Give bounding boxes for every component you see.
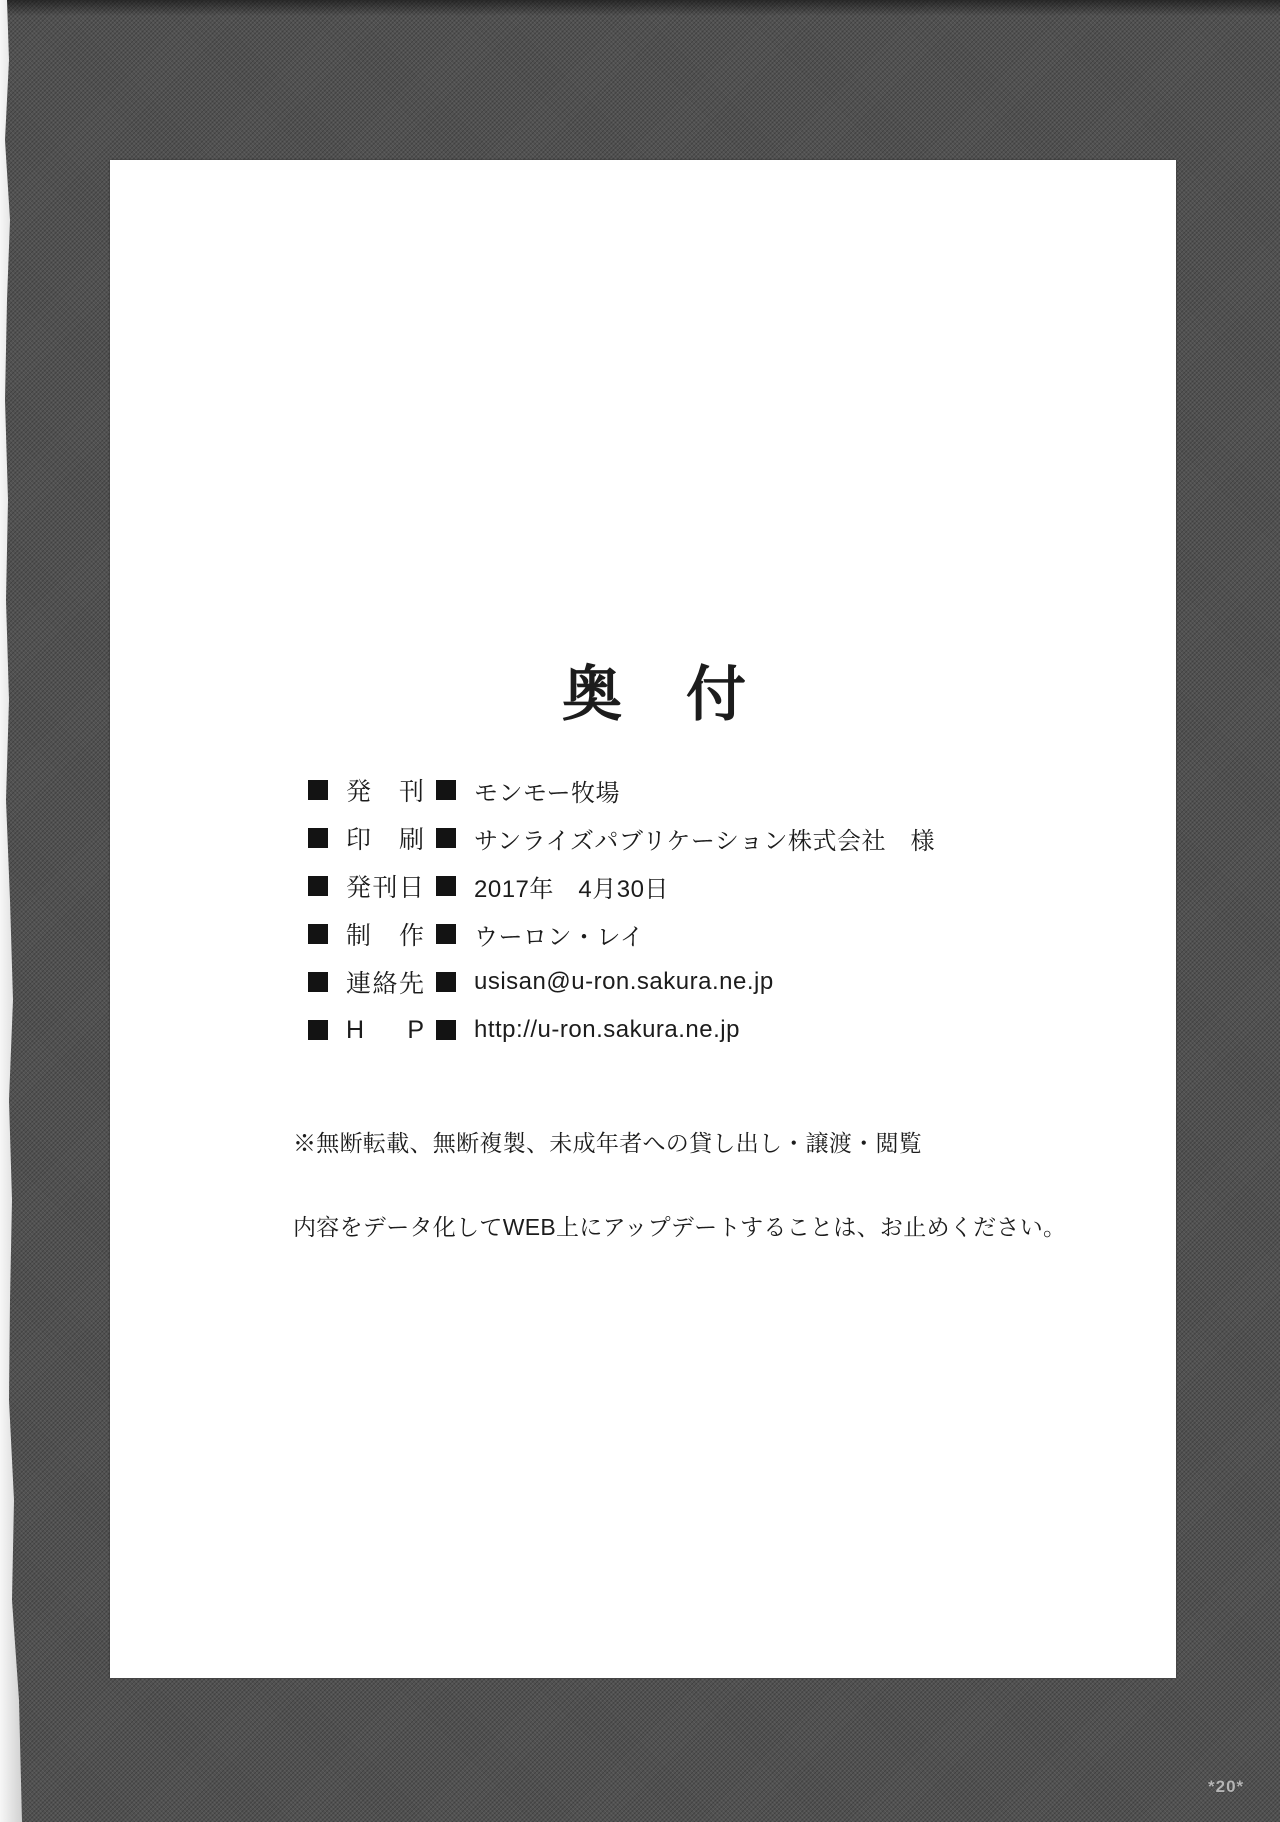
bullet-square-icon (308, 972, 328, 992)
row-label: 発 刊 (346, 778, 424, 806)
row-label: 印 刷 (346, 826, 424, 854)
bullet-square-icon (436, 972, 456, 992)
row-label: 制 作 (346, 922, 424, 950)
row-value: ウーロン・レイ (474, 923, 645, 951)
torn-paper-edge (0, 0, 26, 1822)
colophon-row-homepage (308, 1016, 740, 1044)
bullet-square-icon (436, 780, 456, 800)
bullet-square-icon (308, 876, 328, 896)
colophon-page (110, 160, 1176, 1678)
bullet-square-icon (308, 780, 328, 800)
bullet-square-icon (436, 876, 456, 896)
bullet-square-icon (308, 924, 328, 944)
copyright-notice-line1: ※無断転載、無断複製、未成年者への貸し出し・譲渡・閲覧 (293, 1130, 923, 1156)
bullet-square-icon (436, 1020, 456, 1040)
page-title: 奥 付 (562, 661, 748, 728)
colophon-row-author (308, 920, 645, 951)
bullet-square-icon (436, 828, 456, 848)
bullet-square-icon (436, 924, 456, 944)
row-label: 発刊日 (346, 874, 424, 902)
row-value: サンライズパブリケーション株式会社 様 (474, 827, 935, 855)
row-value-email: usisan@u-ron.sakura.ne.jp (474, 968, 774, 995)
row-label: 連絡先 (346, 970, 424, 998)
row-label: H P (346, 1015, 424, 1044)
row-value-url: http://u-ron.sakura.ne.jp (474, 1016, 740, 1043)
bullet-square-icon (308, 828, 328, 848)
bullet-square-icon (308, 1020, 328, 1040)
copyright-notice (293, 1073, 1066, 1297)
colophon-row-printer (308, 824, 935, 855)
colophon-row-publisher (308, 776, 621, 807)
colophon-row-publication-date (308, 872, 669, 903)
page-number: *20* (1208, 1777, 1245, 1796)
copyright-notice-line2: 内容をデータ化してWEB上にアップデートすることは、お止めください。 (293, 1214, 1067, 1240)
scan-top-shadow (0, 0, 1280, 16)
colophon-row-contact-email (308, 968, 774, 996)
row-value: モンモー牧場 (474, 779, 621, 807)
row-value: 2017年 4月30日 (474, 875, 669, 903)
